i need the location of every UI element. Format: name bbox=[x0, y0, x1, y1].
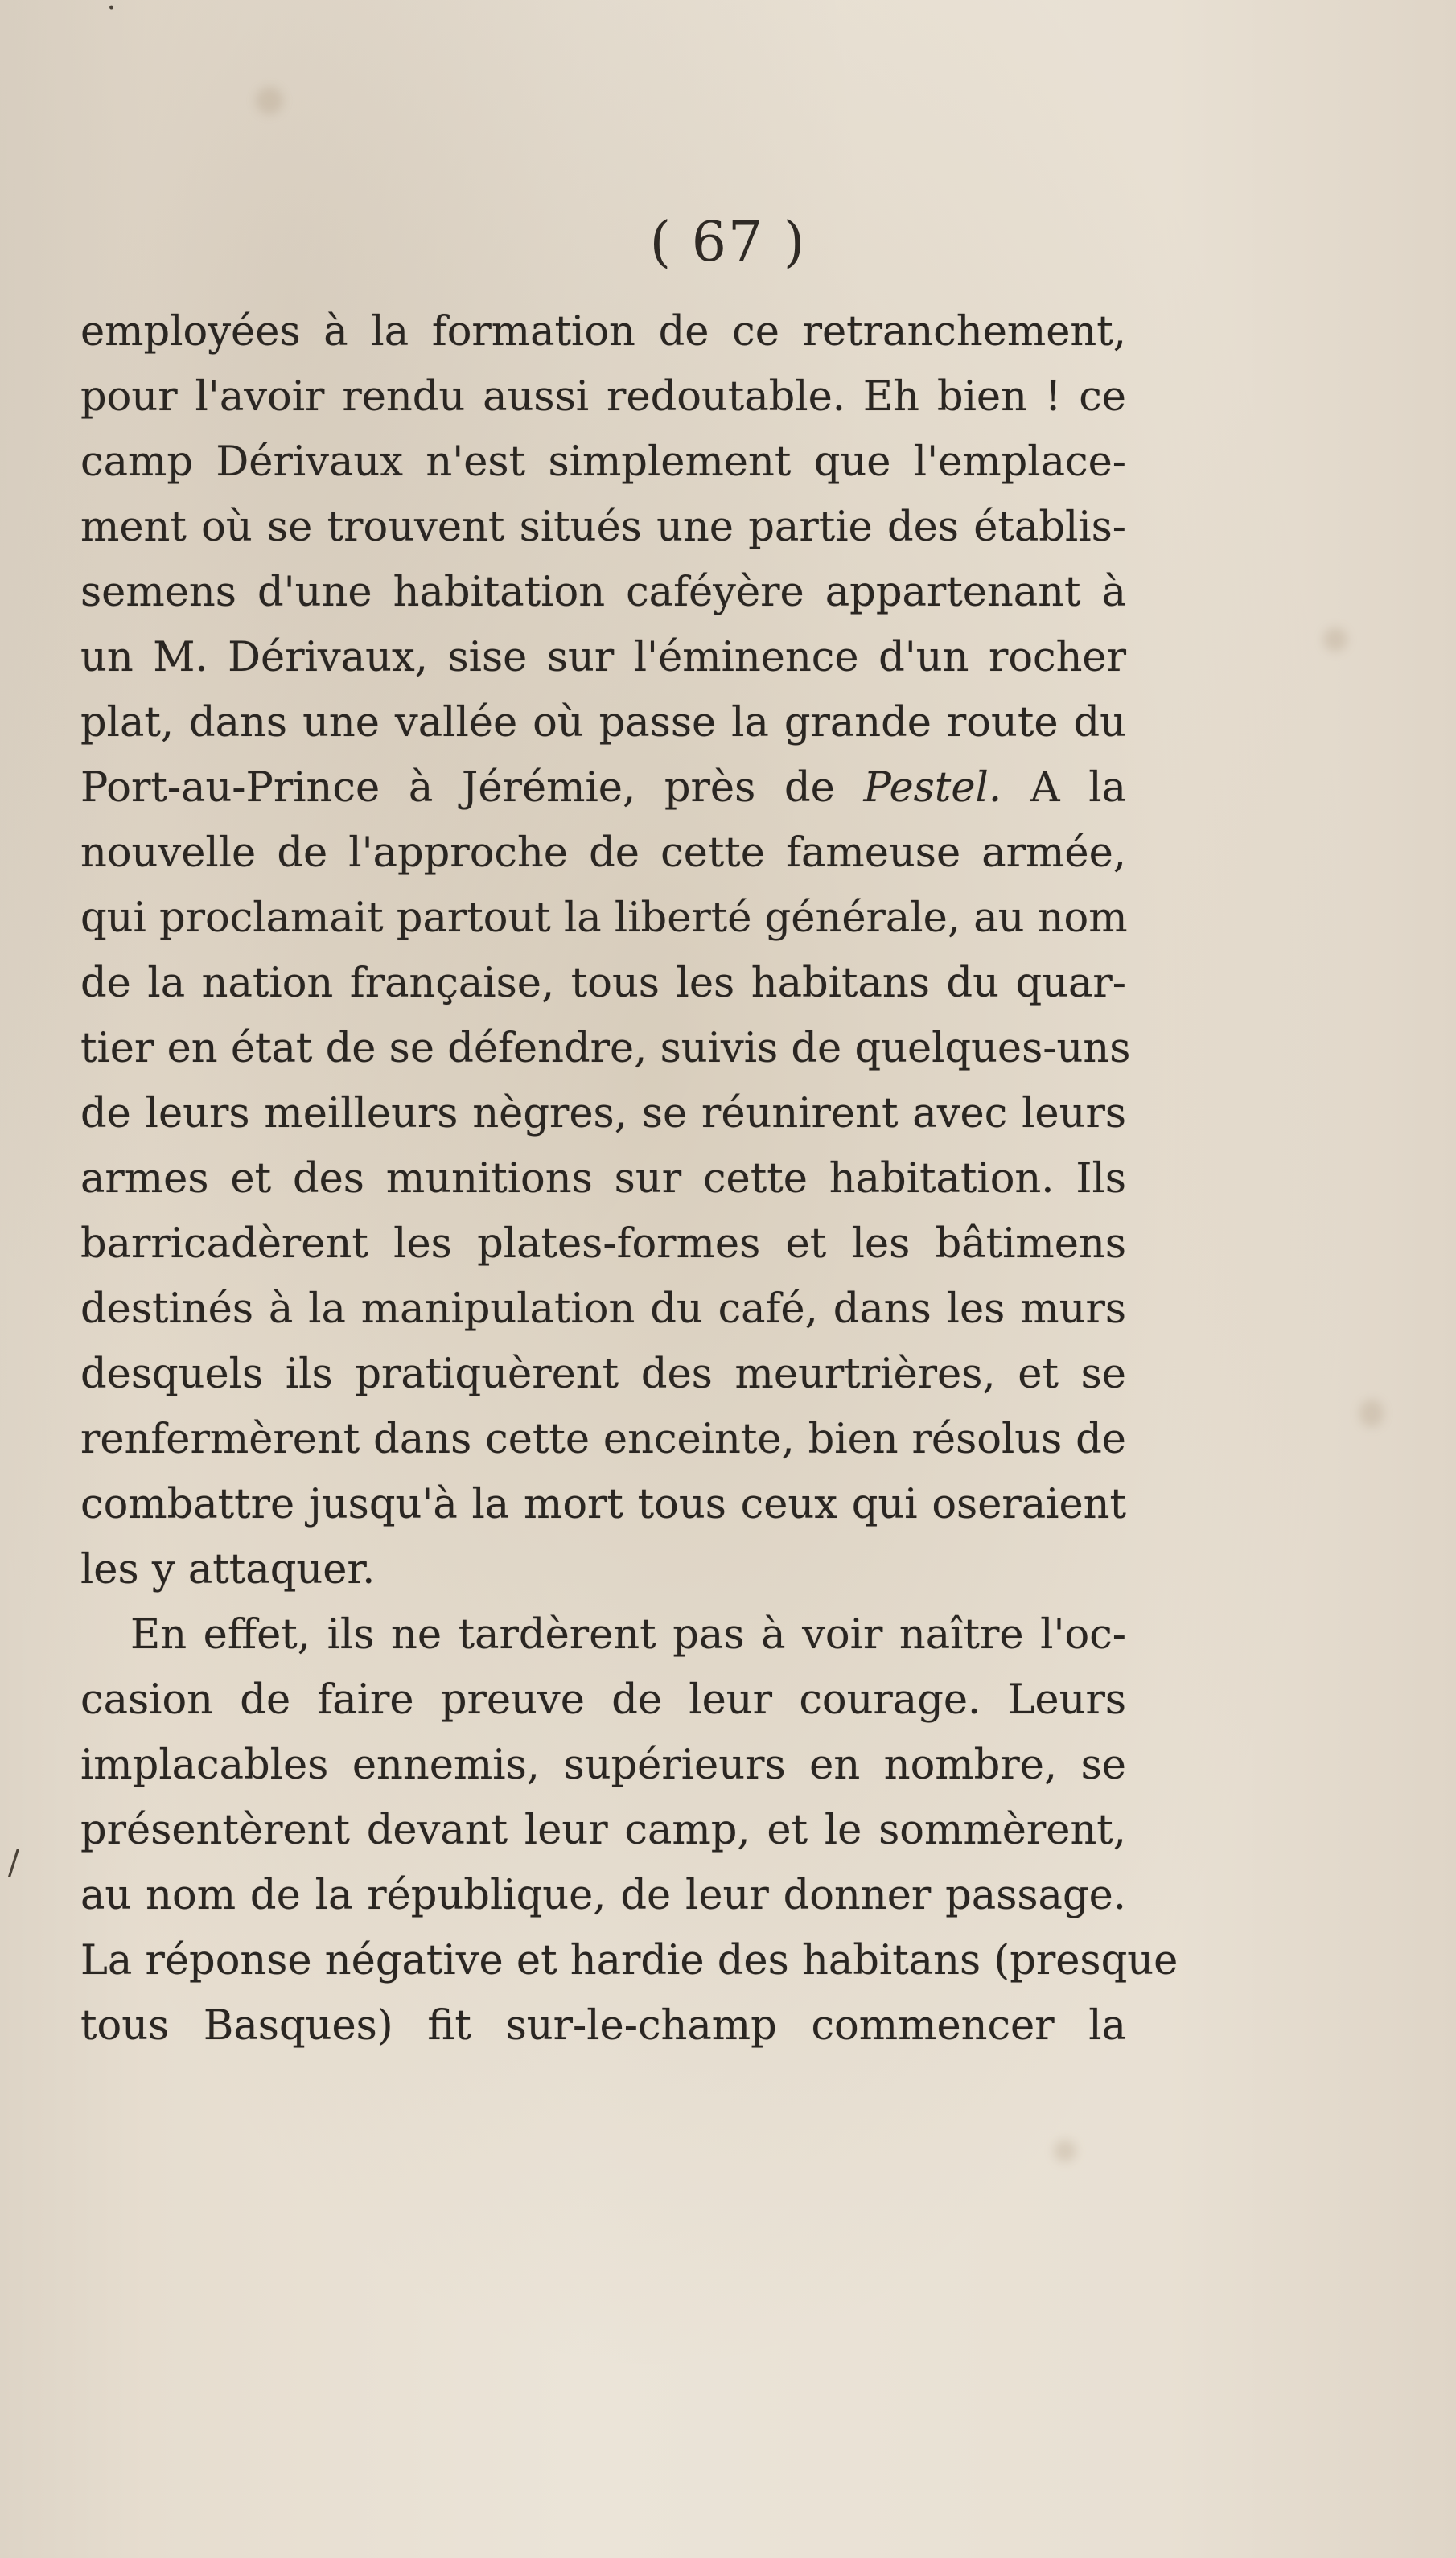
stain-spot bbox=[1054, 2140, 1076, 2162]
text-line: barricadèrent les plates-formes et les bâtimens bbox=[80, 1220, 1126, 1268]
margin-mark: ˙ bbox=[103, 0, 120, 39]
stain-spot bbox=[1359, 1400, 1384, 1427]
text-line: de leurs meilleurs nègres, se réunirent avec leurs bbox=[80, 1090, 1126, 1137]
text-line: tous Basques) fit sur-le-champ commencer la bbox=[80, 2002, 1126, 2050]
text-line: tier en état de se défendre, suivis de quelques-uns bbox=[80, 1025, 1131, 1072]
stain-spot bbox=[256, 87, 283, 114]
stain-spot bbox=[1323, 627, 1347, 652]
text-line: nouvelle de l'approche de cette fameuse armée, bbox=[80, 829, 1126, 877]
text-line: qui proclamait partout la liberté générale, au nom bbox=[80, 894, 1128, 942]
text-segment: A la bbox=[1002, 764, 1126, 812]
text-line: semens d'une habitation caféyère appartenant à bbox=[80, 569, 1126, 616]
body-text bbox=[80, 299, 1178, 2058]
text-line: camp Dérivaux n'est simplement que l'emplace- bbox=[80, 438, 1126, 486]
text-line: au nom de la république, de leur donner passage. bbox=[80, 1872, 1126, 1919]
page-number: ( 67 ) bbox=[649, 211, 807, 274]
text-line: de la nation française, tous les habitans du quar- bbox=[80, 960, 1126, 1007]
text-line: renfermèrent dans cette enceinte, bien résolus de bbox=[80, 1416, 1126, 1463]
text-line bbox=[80, 755, 1126, 820]
text-line: combattre jusqu'à la mort tous ceux qui oseraient bbox=[80, 1481, 1126, 1528]
place-name: Pestel. bbox=[863, 764, 1002, 812]
text-line: implacables ennemis, supérieurs en nombre, se bbox=[80, 1742, 1126, 1789]
text-line: destinés à la manipulation du café, dans les murs bbox=[80, 1285, 1126, 1333]
text-line: armes et des munitions sur cette habitation. Ils bbox=[80, 1155, 1126, 1203]
text-line: casion de faire preuve de leur courage. Leurs bbox=[80, 1676, 1126, 1724]
text-line: La réponse négative et hardie des habitans (presque bbox=[80, 1937, 1178, 1984]
text-line: En effet, ils ne tardèrent pas à voir naître l'oc- bbox=[130, 1611, 1126, 1659]
text-line: pour l'avoir rendu aussi redoutable. Eh bien ! ce bbox=[80, 373, 1126, 421]
text-line: employées à la formation de ce retranchement, bbox=[80, 308, 1126, 356]
text-segment: Port-au-Prince à Jérémie, près de bbox=[80, 764, 864, 812]
text-line: plat, dans une vallée où passe la grande route du bbox=[80, 699, 1126, 746]
text-line: un M. Dérivaux, sise sur l'éminence d'un rocher bbox=[80, 634, 1126, 681]
text-line: desquels ils pratiquèrent des meurtrières, et se bbox=[80, 1351, 1126, 1398]
text-line: les y attaquer. bbox=[80, 1546, 376, 1594]
text-line: présentèrent devant leur camp, et le sommèrent, bbox=[80, 1807, 1126, 1854]
margin-mark: / bbox=[8, 1842, 20, 1881]
text-line: ment où se trouvent situés une partie des établis- bbox=[80, 504, 1126, 551]
